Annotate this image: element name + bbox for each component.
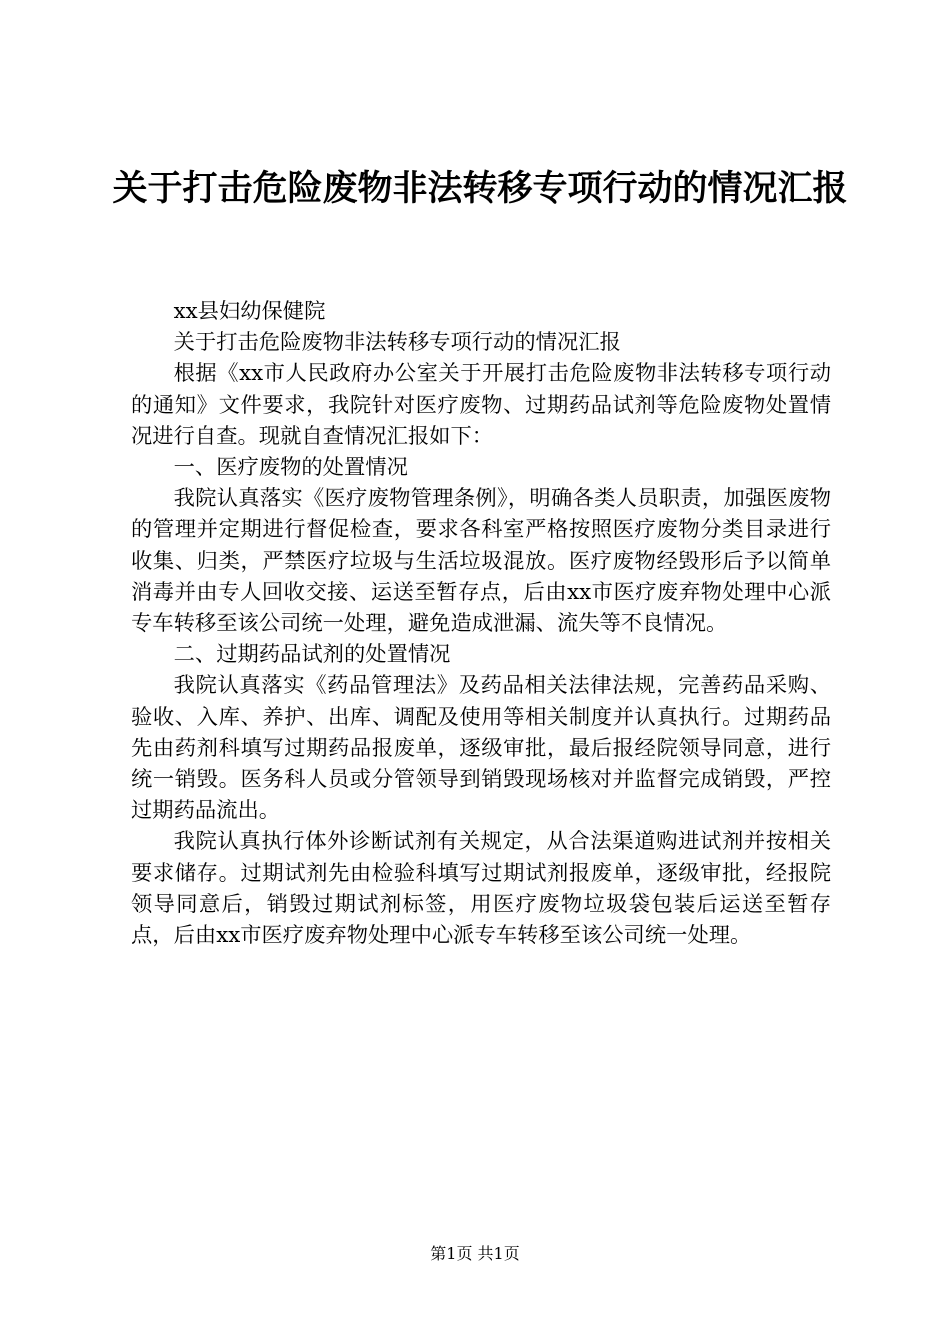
section-heading-expired-drugs: 二、过期药品试剂的处置情况 <box>173 642 451 668</box>
section-heading-medical-waste: 一、医疗废物的处置情况 <box>173 455 408 481</box>
document-body <box>131 296 831 951</box>
paragraph-intro: 根据《xx市人民政府办公室关于开展打击危险废物非法转移专项行动的通知》文件要求，我院针对医疗废物、过期药品试剂等危险废物处置情况进行自查。现就自查情况汇报如下： <box>131 361 831 449</box>
paragraph-subject: 关于打击危险废物非法转移专项行动的情况汇报 <box>173 330 621 356</box>
document-title: 关于打击危险废物非法转移专项行动的情况汇报 <box>112 169 848 209</box>
paragraph-medical-waste: 我院认真落实《医疗废物管理条例》，明确各类人员职责，加强医废物的管理并定期进行督促检查，要求各科室严格按照医疗废物分类目录进行收集、归类，严禁医疗垃圾与生活垃圾混放。医疗废物经毁形后予以简单消毒并由专人回收交接、运送至暂存点，后由xx市医疗废弃物处理中心派专车转移至该公司统一处理，避免造成泄漏、流失等不良情况。 <box>131 486 831 637</box>
page-footer: 第1页 共1页 <box>430 1244 520 1263</box>
paragraph-organization: xx县妇幼保健院 <box>173 299 326 324</box>
paragraph-expired-reagents: 我院认真执行体外诊断试剂有关规定，从合法渠道购进试剂并按相关要求储存。过期试剂先由检验科填写过期试剂报废单，逐级审批，经报院领导同意后，销毁过期试剂标签，用医疗废物垃圾袋包装后运送至暂存点，后由xx市医疗废弃物处理中心派专车转移至该公司统一处理。 <box>131 829 831 949</box>
paragraph-expired-drugs: 我院认真落实《药品管理法》及药品相关法律法规，完善药品采购、验收、入库、养护、出库、调配及使用等相关制度并认真执行。过期药品先由药剂科填写过期药品报废单，逐级审批，最后报经院领导同意，进行统一销毁。医务科人员或分管领导到销毁现场核对并监督完成销毁，严控过期药品流出。 <box>131 673 831 824</box>
